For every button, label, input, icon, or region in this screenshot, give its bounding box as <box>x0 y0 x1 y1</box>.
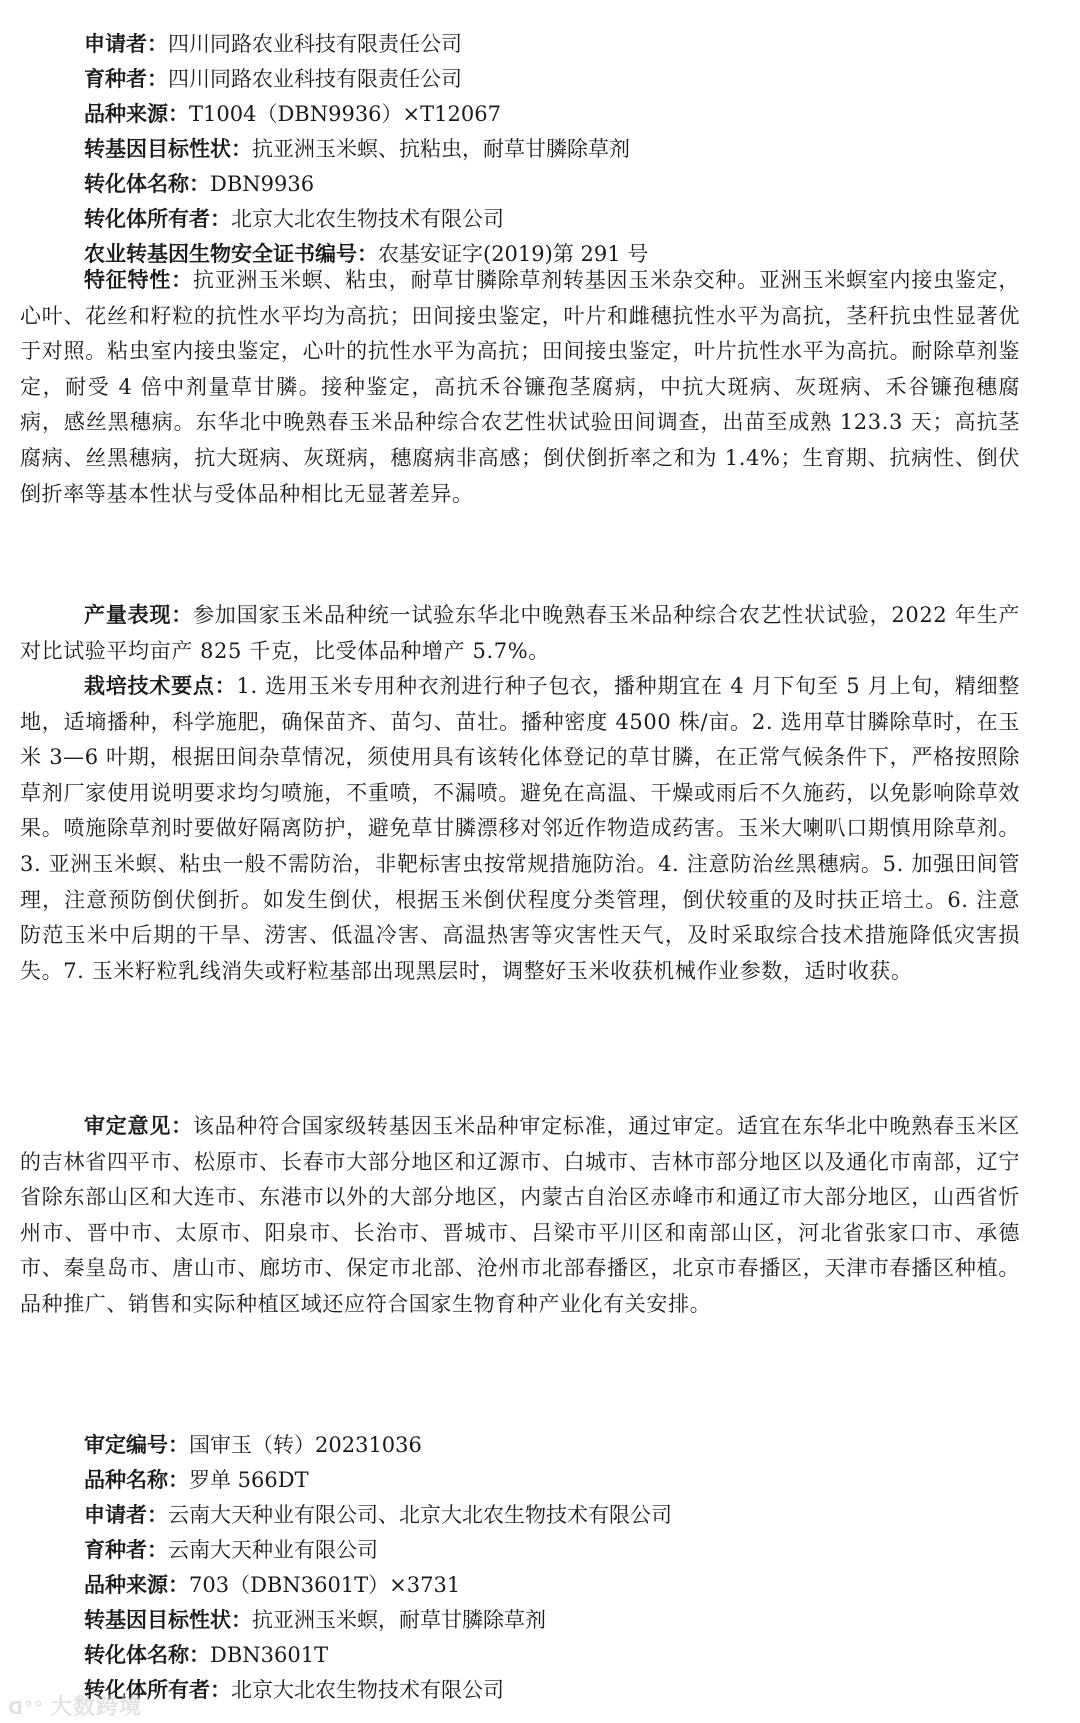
cultivation-paragraph <box>20 669 1020 989</box>
field-value: 四川同路农业科技有限责任公司 <box>168 67 462 91</box>
field-label: 审定编号： <box>84 1433 189 1457</box>
field-label: 申请者： <box>84 32 168 56</box>
opinion-paragraph <box>20 1109 1020 1323</box>
section-label: 产量表现： <box>84 603 194 627</box>
field-label: 育种者： <box>84 1538 168 1562</box>
entry2-fields <box>20 1428 1020 1708</box>
field-value: T1004（DBN9936）×T12067 <box>189 102 501 126</box>
field-value: 农基安证字(2019)第 291 号 <box>378 242 649 266</box>
section-text: 抗亚洲玉米螟、粘虫，耐草甘膦除草剂转基因玉米杂交种。亚洲玉米螟室内接虫鉴定，心叶、花丝和籽粒的抗性水平均为高抗；田间接虫鉴定，叶片和雌穗抗性水平为高抗，茎秆抗虫性显著优于对照。粘虫室内接虫鉴定，心叶的抗性水平为高抗；田间接虫鉴定，叶片抗性水平为高抗。耐除草剂鉴定，耐受 4 倍中剂量草甘膦。接种鉴定，高抗禾谷镰孢茎腐病，中抗大斑病、灰斑病、禾谷镰孢穗腐病，感丝黑穗病。东华北中晚熟春玉米品种综合农艺性状试验田间调查，出苗至成熟 123.3 天；高抗茎腐病、丝黑穗病，抗大斑病、灰斑病，穗腐病非高感；倒伏倒折率之和为 1.4%；生育期、抗病性、倒伏倒折率等基本性状与受体品种相比无显著差异。 <box>20 268 1021 506</box>
field-value: 抗亚洲玉米螟，耐草甘膦除草剂 <box>252 1608 546 1632</box>
field-label: 转基因目标性状： <box>84 1608 252 1632</box>
cultivation-section <box>20 669 1020 989</box>
field-value: DBN9936 <box>210 172 315 196</box>
field-value: 北京大北农生物技术有限公司 <box>231 207 504 231</box>
field-value: 703（DBN3601T）×3731 <box>189 1573 461 1597</box>
field-event-name <box>20 1638 1020 1673</box>
field-value: 罗单 566DT <box>189 1468 309 1492</box>
field-breeder <box>20 1533 1020 1568</box>
field-label: 转化体名称： <box>84 1643 210 1667</box>
watermark <box>8 1690 142 1721</box>
yield-paragraph <box>20 598 1020 669</box>
section-label: 特征特性： <box>84 268 193 292</box>
field-target-traits <box>20 1603 1020 1638</box>
field-value: DBN3601T <box>210 1643 329 1667</box>
field-variety-name <box>20 1463 1020 1498</box>
field-label: 育种者： <box>84 67 168 91</box>
characteristics-section <box>20 263 1020 512</box>
field-event-owner <box>20 202 1020 237</box>
field-value: 云南大天种业有限公司 <box>168 1538 378 1562</box>
entry1-fields <box>20 27 1020 272</box>
field-value: 北京大北农生物技术有限公司 <box>231 1678 504 1702</box>
field-label: 转基因目标性状： <box>84 137 252 161</box>
characteristics-paragraph <box>20 263 1020 512</box>
field-source <box>20 97 1020 132</box>
field-event-name <box>20 167 1020 202</box>
field-value: 四川同路农业科技有限责任公司 <box>168 32 462 56</box>
field-target-traits <box>20 132 1020 167</box>
section-text: 1. 选用玉米专用种衣剂进行种子包衣，播种期宜在 4 月下旬至 5 月上旬，精细整地，适墒播种，科学施肥，确保苗齐、苗匀、苗壮。播种密度 4500 株/亩。2. 选用草甘膦除草时，在玉米 3—6 叶期，根据田间杂草情况，须使用具有该转化体登记的草甘膦，在正常气候条件下，严格按照除草剂厂家使用说明要求均匀喷施，不重喷，不漏喷。避免在高温、干燥或雨后不久施药，以免影响除草效果。喷施除草剂时要做好隔离防护，避免草甘膦漂移对邻近作物造成药害。玉米大喇叭口期慎用除草剂。3. 亚洲玉米螟、粘虫一般不需防治，非靶标害虫按常规措施防治。4. 注意防治丝黑穗病。5. 加强田间管理，注意预防倒伏倒折。如发生倒伏，根据玉米倒伏程度分类管理，倒伏较重的及时扶正培土。6. 注意防范玉米中后期的干旱、涝害、低温冷害、高温热害等灾害性天气，及时采取综合技术措施降低灾害损失。7. 玉米籽粒乳线消失或籽粒基部出现黑层时，调整好玉米收获机械作业参数，适时收获。 <box>20 674 1020 983</box>
field-label: 农业转基因生物安全证书编号： <box>84 242 378 266</box>
field-label: 品种来源： <box>84 102 189 126</box>
watermark-logo-icon: ᗡ°° <box>8 1698 44 1719</box>
section-label: 栽培技术要点： <box>84 674 237 698</box>
field-value: 抗亚洲玉米螟、抗粘虫，耐草甘膦除草剂 <box>252 137 630 161</box>
section-text: 参加国家玉米品种统一试验东华北中晚熟春玉米品种综合农艺性状试验，2022 年生产对比试验平均亩产 825 千克，比受体品种增产 5.7%。 <box>20 603 1020 663</box>
field-label: 品种名称： <box>84 1468 189 1492</box>
field-label: 申请者： <box>84 1503 168 1527</box>
watermark-text: 大数跨境 <box>49 1695 142 1720</box>
field-applicant <box>20 1498 1020 1533</box>
yield-section <box>20 598 1020 669</box>
field-label: 转化体所有者： <box>84 207 231 231</box>
section-label: 审定意见： <box>84 1114 193 1138</box>
field-label: 品种来源： <box>84 1573 189 1597</box>
field-value: 云南大天种业有限公司、北京大北农生物技术有限公司 <box>168 1503 672 1527</box>
field-approval-number <box>20 1428 1020 1463</box>
field-applicant <box>20 27 1020 62</box>
field-source <box>20 1568 1020 1603</box>
field-label: 转化体所有者： <box>84 1678 231 1702</box>
opinion-section <box>20 1109 1020 1323</box>
field-breeder <box>20 62 1020 97</box>
field-event-owner <box>20 1673 1020 1708</box>
section-text: 该品种符合国家级转基因玉米品种审定标准，通过审定。适宜在东华北中晚熟春玉米区的吉林省四平市、松原市、长春市大部分地区和辽源市、白城市、吉林市部分地区以及通化市南部，辽宁省除东部山区和大连市、东港市以外的大部分地区，内蒙古自治区赤峰市和通辽市大部分地区，山西省忻州市、晋中市、太原市、阳泉市、长治市、晋城市、吕梁市平川区和南部山区，河北省张家口市、承德市、秦皇岛市、唐山市、廊坊市、保定市北部、沧州市北部春播区，北京市春播区，天津市春播区种植。品种推广、销售和实际种植区域还应符合国家生物育种产业化有关安排。 <box>20 1114 1021 1316</box>
field-label: 转化体名称： <box>84 172 210 196</box>
field-value: 国审玉（转）20231036 <box>189 1433 422 1457</box>
